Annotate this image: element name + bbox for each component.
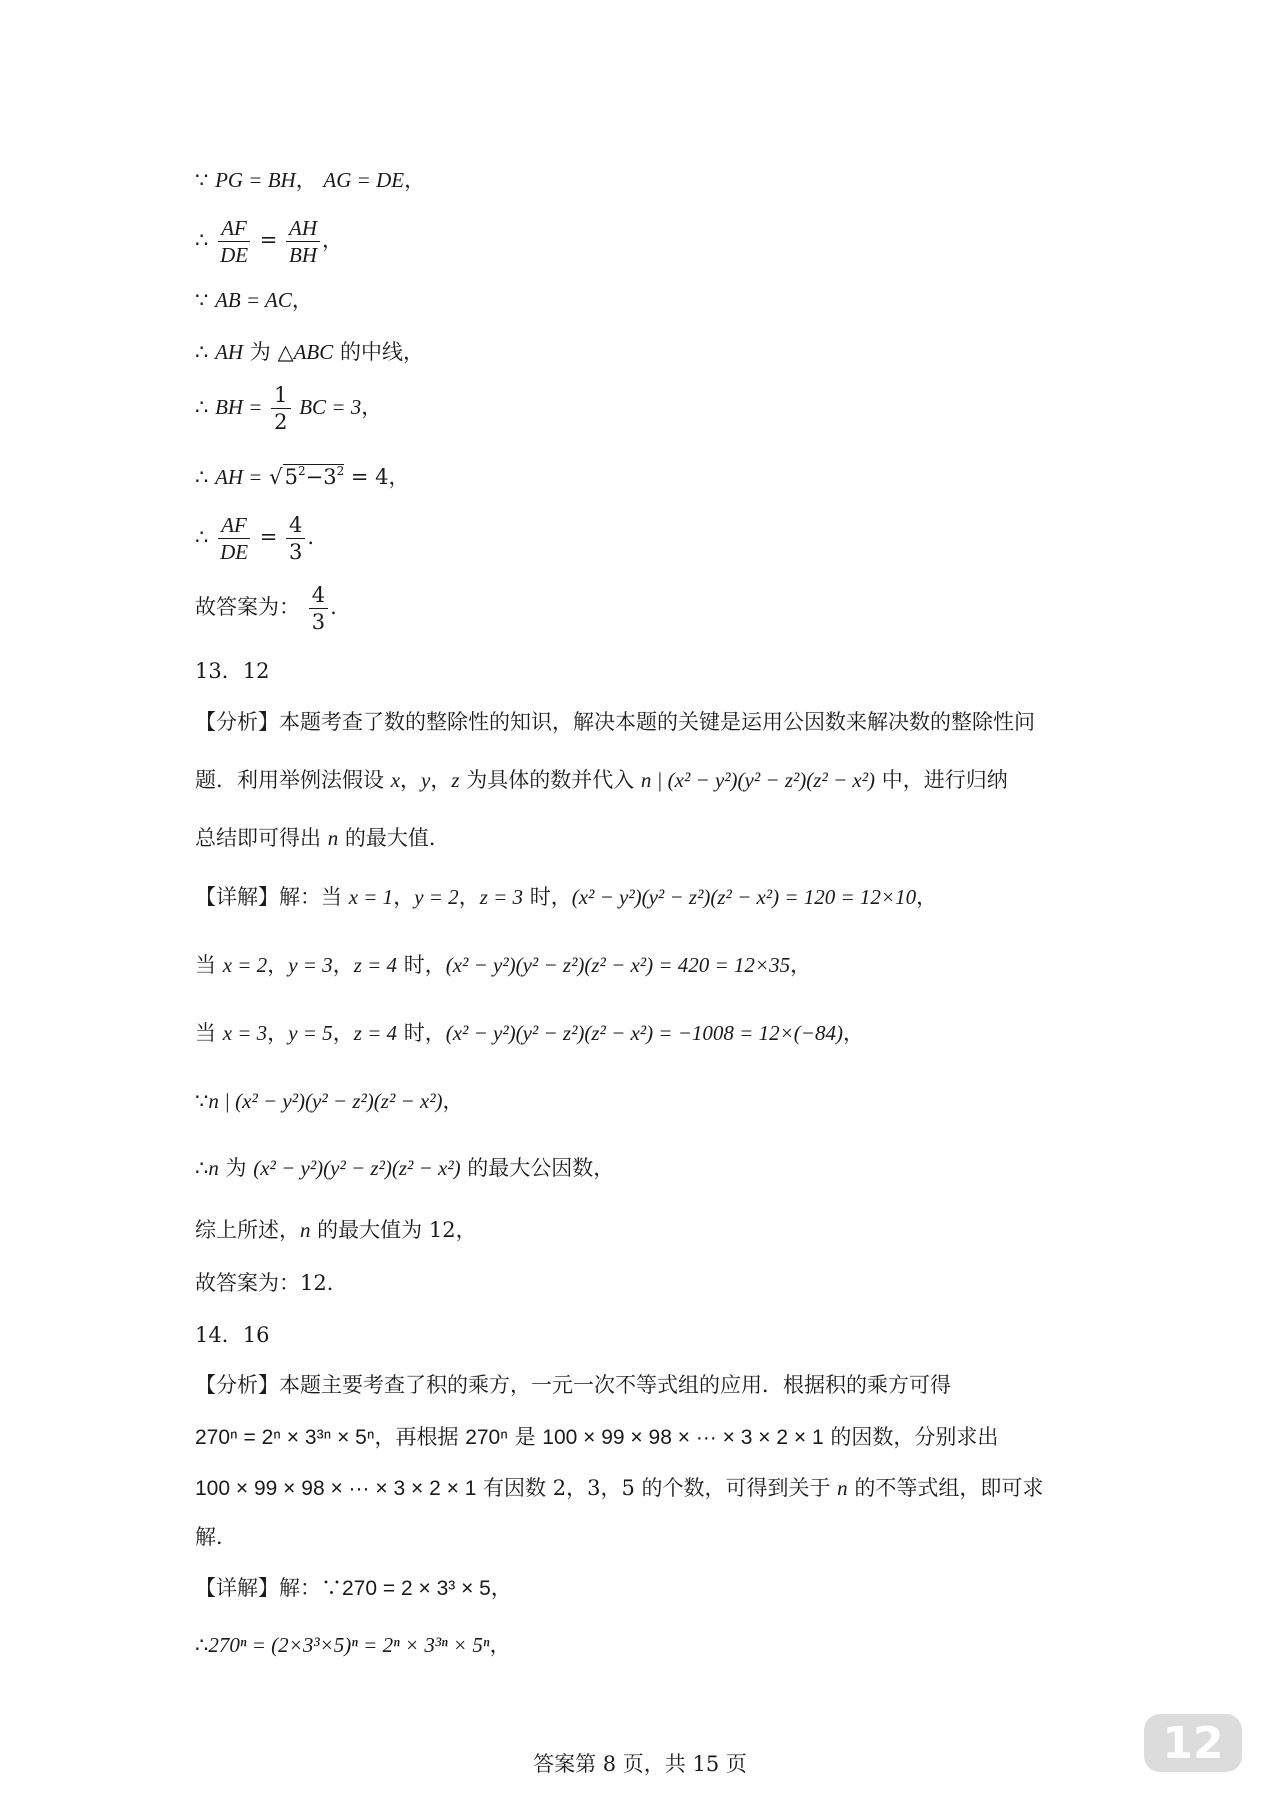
line-5: ∴ BH = $\frac{1}{2}$ BC = 3， <box>195 383 383 434</box>
therefore-symbol: ∴ <box>195 228 209 252</box>
line-7: ∴ $\frac{AF}{DE}$ = $\frac{4}{3}$ . <box>195 513 315 564</box>
q14-analysis-line-2: 270ⁿ = 2ⁿ × 3³ⁿ × 5ⁿ，再根据 270ⁿ 是 100 × 99 × 98 × ··· × 3 × 2 × 1 的因数，分别求出 <box>195 1425 999 1449</box>
q13-analysis-line-3: 总结即可得出 n 的最大值． <box>195 826 450 850</box>
fraction: $\frac{AF}{DE}$ <box>220 513 249 564</box>
q13-analysis-line-2: 题．利用举例法假设 x，y，z 为具体的数并代入 n | (x² − y²)(y² − z²)(z² − x²) 中，进行归纳 <box>195 768 1008 792</box>
q13-detail-line-1: 【详解】解：当 x = 1，y = 2，z = 3 时，(x² − y²)(y² − z²)(z² − x²) = 120 = 12×10， <box>195 885 938 909</box>
triangle-symbol: △ <box>277 340 294 364</box>
q14-analysis-line-3: 100 × 99 × 98 × ··· × 3 × 2 × 1 有因数 2，3，5 的个数，可得到关于 n 的不等式组，即可求 <box>195 1476 1044 1500</box>
q14-analysis-line-1: 【分析】本题主要考查了积的乘方，一元一次不等式组的应用．根据积的乘方可得 <box>195 1373 951 1397</box>
line-4: ∴ AH 为 △ABC 的中线， <box>195 340 424 364</box>
product-expression: (x² − y²)(y² − z²)(z² − x²) = 120 = 12×10 <box>571 885 917 909</box>
product-expression: (x² − y²)(y² − z²)(z² − x²) = −1008 = 12×(−84) <box>445 1021 843 1045</box>
line-8: 故答案为： $\frac{4}{3}$ . <box>195 583 337 634</box>
fraction: $\frac{4}{3}$ <box>309 582 328 635</box>
question-13-heading: 13．12 <box>195 659 270 683</box>
product-expression: (x² − y²)(y² − z²)(z² − x²) = 420 = 12×35 <box>445 953 791 977</box>
line-3: ∵ AB = AC， <box>195 288 313 312</box>
fraction: $\frac{1}{2}$ <box>271 382 290 435</box>
q14-detail-line-1: 【详解】解：∵270 = 2 × 3³ × 5， <box>195 1576 512 1600</box>
page-footer: 答案第 8 页，共 15 页 <box>533 1752 747 1776</box>
q13-detail-line-6: 综上所述，n 的最大值为 12， <box>195 1218 477 1242</box>
line-2: ∴ $\frac{AF}{DE}$ = $\frac{AH}{BH}$ ， <box>195 216 344 267</box>
q14-detail-line-2: ∴270ⁿ = (2×3³×5)ⁿ = 2ⁿ × 3³ⁿ × 5ⁿ， <box>195 1633 511 1657</box>
fraction: $\frac{4}{3}$ <box>286 512 305 565</box>
fraction: $\frac{AF}{DE}$ <box>220 216 249 267</box>
question-14-heading: 14．16 <box>195 1323 270 1347</box>
q13-detail-line-3: 当 x = 3，y = 5，z = 4 时，(x² − y²)(y² − z²)(z² − x²) = −1008 = 12×(−84)， <box>195 1021 864 1045</box>
q14-analysis-line-4: 解． <box>195 1525 237 1549</box>
therefore-symbol: ∴ <box>195 340 209 364</box>
line-1: ∵ PG = BH， AG = DE， <box>195 168 426 192</box>
sqrt-symbol: √ <box>269 465 283 489</box>
radicand: $5^2-3^2$ <box>284 464 345 489</box>
therefore-symbol: ∴ <box>195 465 209 489</box>
page-number-badge: 12 <box>1144 1714 1242 1772</box>
because-symbol: ∵ <box>195 168 209 192</box>
divisibility-expression: n | (x² − y²)(y² − z²)(z² − x²) <box>640 768 876 792</box>
q13-detail-line-5: ∴n 为 (x² − y²)(y² − z²)(z² − x²) 的最大公因数， <box>195 1156 615 1180</box>
fraction: $\frac{AH}{BH}$ <box>286 215 320 268</box>
q13-detail-line-2: 当 x = 2，y = 3，z = 4 时，(x² − y²)(y² − z²)(z² − x²) = 420 = 12×35， <box>195 953 812 977</box>
because-symbol: ∵ <box>195 288 209 312</box>
line-6: ∴ AH = $√5^2-3^2 = 4$， <box>195 464 410 489</box>
therefore-symbol: ∴ <box>195 525 209 549</box>
therefore-symbol: ∴ <box>195 395 209 419</box>
q13-detail-line-4: ∵n | (x² − y²)(y² − z²)(z² − x²)， <box>195 1089 464 1113</box>
q13-analysis-line-1: 【分析】本题考查了数的整除性的知识，解决本题的关键是运用公因数来解决数的整除性问 <box>195 710 1035 734</box>
q13-detail-line-7: 故答案为：12． <box>195 1271 348 1295</box>
